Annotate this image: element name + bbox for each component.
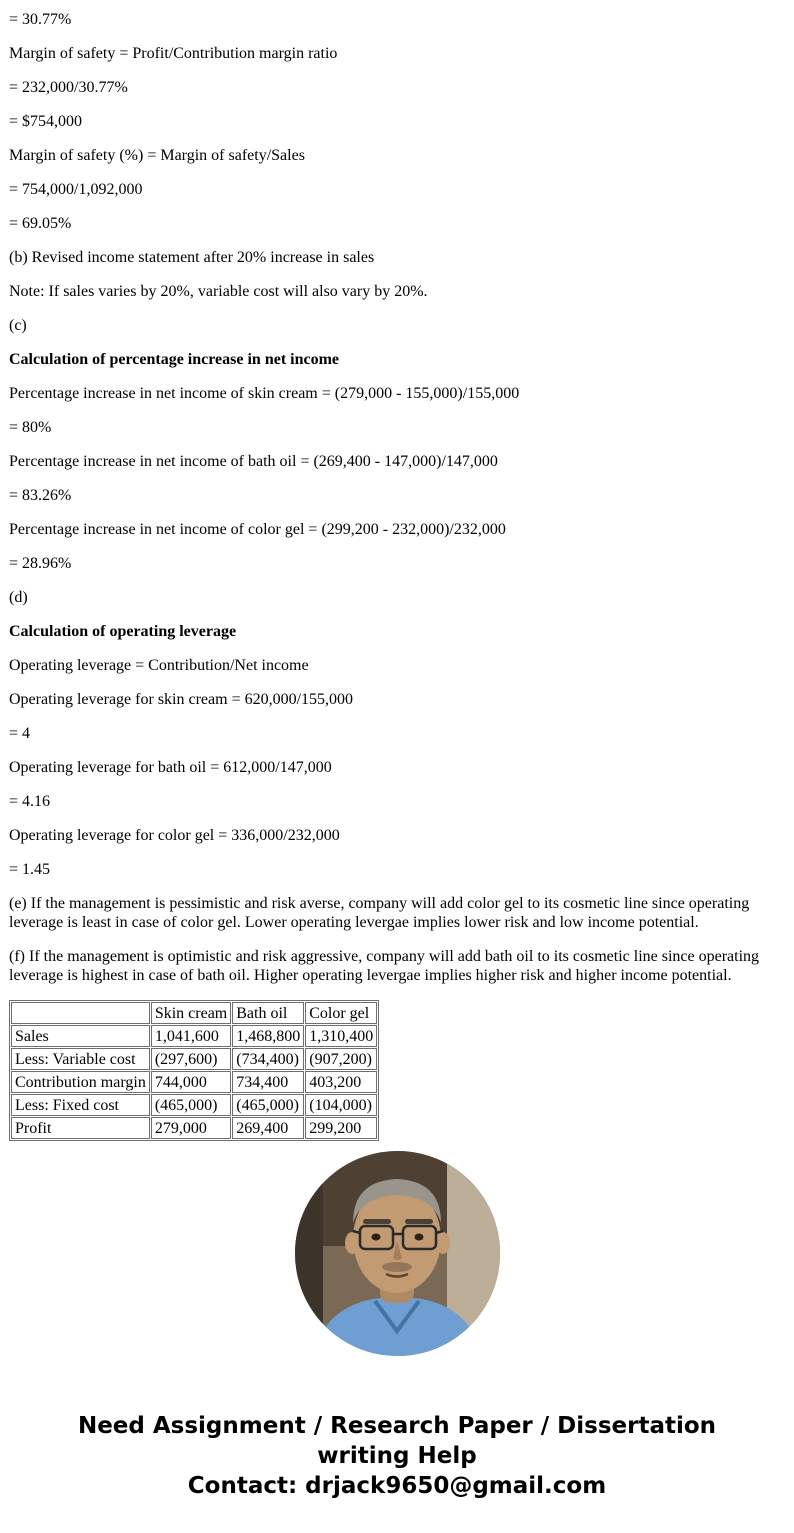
table-cell: 299,200 (305, 1117, 377, 1139)
eye-right (414, 1234, 423, 1241)
answer-line: = 30.77% (9, 11, 72, 28)
table-cell: 269,400 (232, 1117, 304, 1139)
table-cell: Sales (11, 1025, 150, 1047)
table-cell: Contribution margin (11, 1071, 150, 1093)
answer-line: (d) (9, 589, 28, 606)
mustache (382, 1262, 412, 1272)
answer-line: Margin of safety = Profit/Contribution margin ratio (9, 45, 338, 62)
answer-line: = 69.05% (9, 215, 72, 232)
answer-line: Margin of safety (%) = Margin of safety/Sales (9, 147, 305, 164)
table-cell: (734,400) (232, 1048, 304, 1070)
answer-line: = 4 (9, 725, 31, 742)
table-cell: (465,000) (151, 1094, 231, 1116)
answer-line: Operating leverage for skin cream = 620,000/155,000 (9, 691, 354, 708)
eyebrow-left (363, 1219, 391, 1224)
table-cell: Profit (11, 1117, 150, 1139)
table-cell: 1,468,800 (232, 1025, 304, 1047)
answer-line: = 83.26% (9, 487, 72, 504)
avatar-shadow-left (295, 1181, 323, 1356)
answer-line: Percentage increase in net income of bath oil = (269,400 - 147,000)/147,000 (9, 453, 498, 470)
income-statement-table (9, 1000, 379, 1141)
answer-line: = 80% (9, 419, 52, 436)
table-row (11, 1048, 377, 1070)
answer-line: Operating leverage for color gel = 336,000/232,000 (9, 827, 340, 844)
table-cell: Less: Fixed cost (11, 1094, 150, 1116)
avatar-container (9, 1151, 785, 1361)
table-row (11, 1071, 377, 1093)
answer-line: = 754,000/1,092,000 (9, 181, 143, 198)
answer-line: Percentage increase in net income of color gel = (299,200 - 232,000)/232,000 (9, 521, 506, 538)
answer-line: = 232,000/30.77% (9, 79, 128, 96)
answer-line: = 28.96% (9, 555, 72, 572)
table-header-row (11, 1002, 377, 1024)
document-page (0, 10, 794, 1531)
answer-line: = 1.45 (9, 861, 51, 878)
table-cell: (104,000) (305, 1094, 377, 1116)
table-cell: (297,600) (151, 1048, 231, 1070)
table-cell: 1,310,400 (305, 1025, 377, 1047)
table-cell: (465,000) (232, 1094, 304, 1116)
table-cell: 279,000 (151, 1117, 231, 1139)
footer-contact-email: Contact: drjack9650@gmail.com (187, 1473, 607, 1499)
answer-line: (f) If the management is optimistic and risk aggressive, company will add bath oil to its cosmetic line since operating leverage is highest in case of bath oil. Higher operating levergae implies higher risk and higher income potential. (9, 948, 760, 984)
table-row (11, 1025, 377, 1047)
answer-line: Note: If sales varies by 20%, variable cost will also vary by 20%. (9, 283, 428, 300)
tutor-avatar (295, 1151, 500, 1356)
table-row (11, 1117, 377, 1139)
section-heading: Calculation of operating leverage (9, 623, 237, 640)
footer-line-2: writing Help (317, 1443, 477, 1469)
answer-line: (c) (9, 317, 27, 334)
footer-line-1: Need Assignment / Research Paper / Dissertation (77, 1413, 717, 1439)
table-cell: 1,041,600 (151, 1025, 231, 1047)
answer-line: = $754,000 (9, 113, 83, 130)
answer-line: Operating leverage for bath oil = 612,000/147,000 (9, 759, 332, 776)
answer-line: Operating leverage = Contribution/Net income (9, 657, 309, 674)
table-cell (11, 1002, 150, 1024)
answer-line: Percentage increase in net income of skin cream = (279,000 - 155,000)/155,000 (9, 385, 520, 402)
section-heading: Calculation of percentage increase in net income (9, 351, 340, 368)
table-cell: Less: Variable cost (11, 1048, 150, 1070)
table-cell: 403,200 (305, 1071, 377, 1093)
table-cell: 734,400 (232, 1071, 304, 1093)
eye-left (371, 1234, 380, 1241)
income-table-clip (9, 1000, 785, 1137)
table-cell: Bath oil (232, 1002, 304, 1024)
answer-text (9, 10, 785, 985)
answer-line: (b) Revised income statement after 20% increase in sales (9, 249, 375, 266)
answer-line: (e) If the management is pessimistic and risk averse, company will add color gel to its cosmetic line since operating leverage is least in case of color gel. Lower operating levergae implies lower risk and low income potential. (9, 895, 750, 931)
answer-line: = 4.16 (9, 793, 51, 810)
table-cell: (907,200) (305, 1048, 377, 1070)
table-cell: 744,000 (151, 1071, 231, 1093)
footer-ad (9, 1411, 785, 1531)
table-row (11, 1094, 377, 1116)
table-cell: Skin cream (151, 1002, 231, 1024)
table-cell: Color gel (305, 1002, 377, 1024)
eyebrow-right (405, 1219, 433, 1224)
